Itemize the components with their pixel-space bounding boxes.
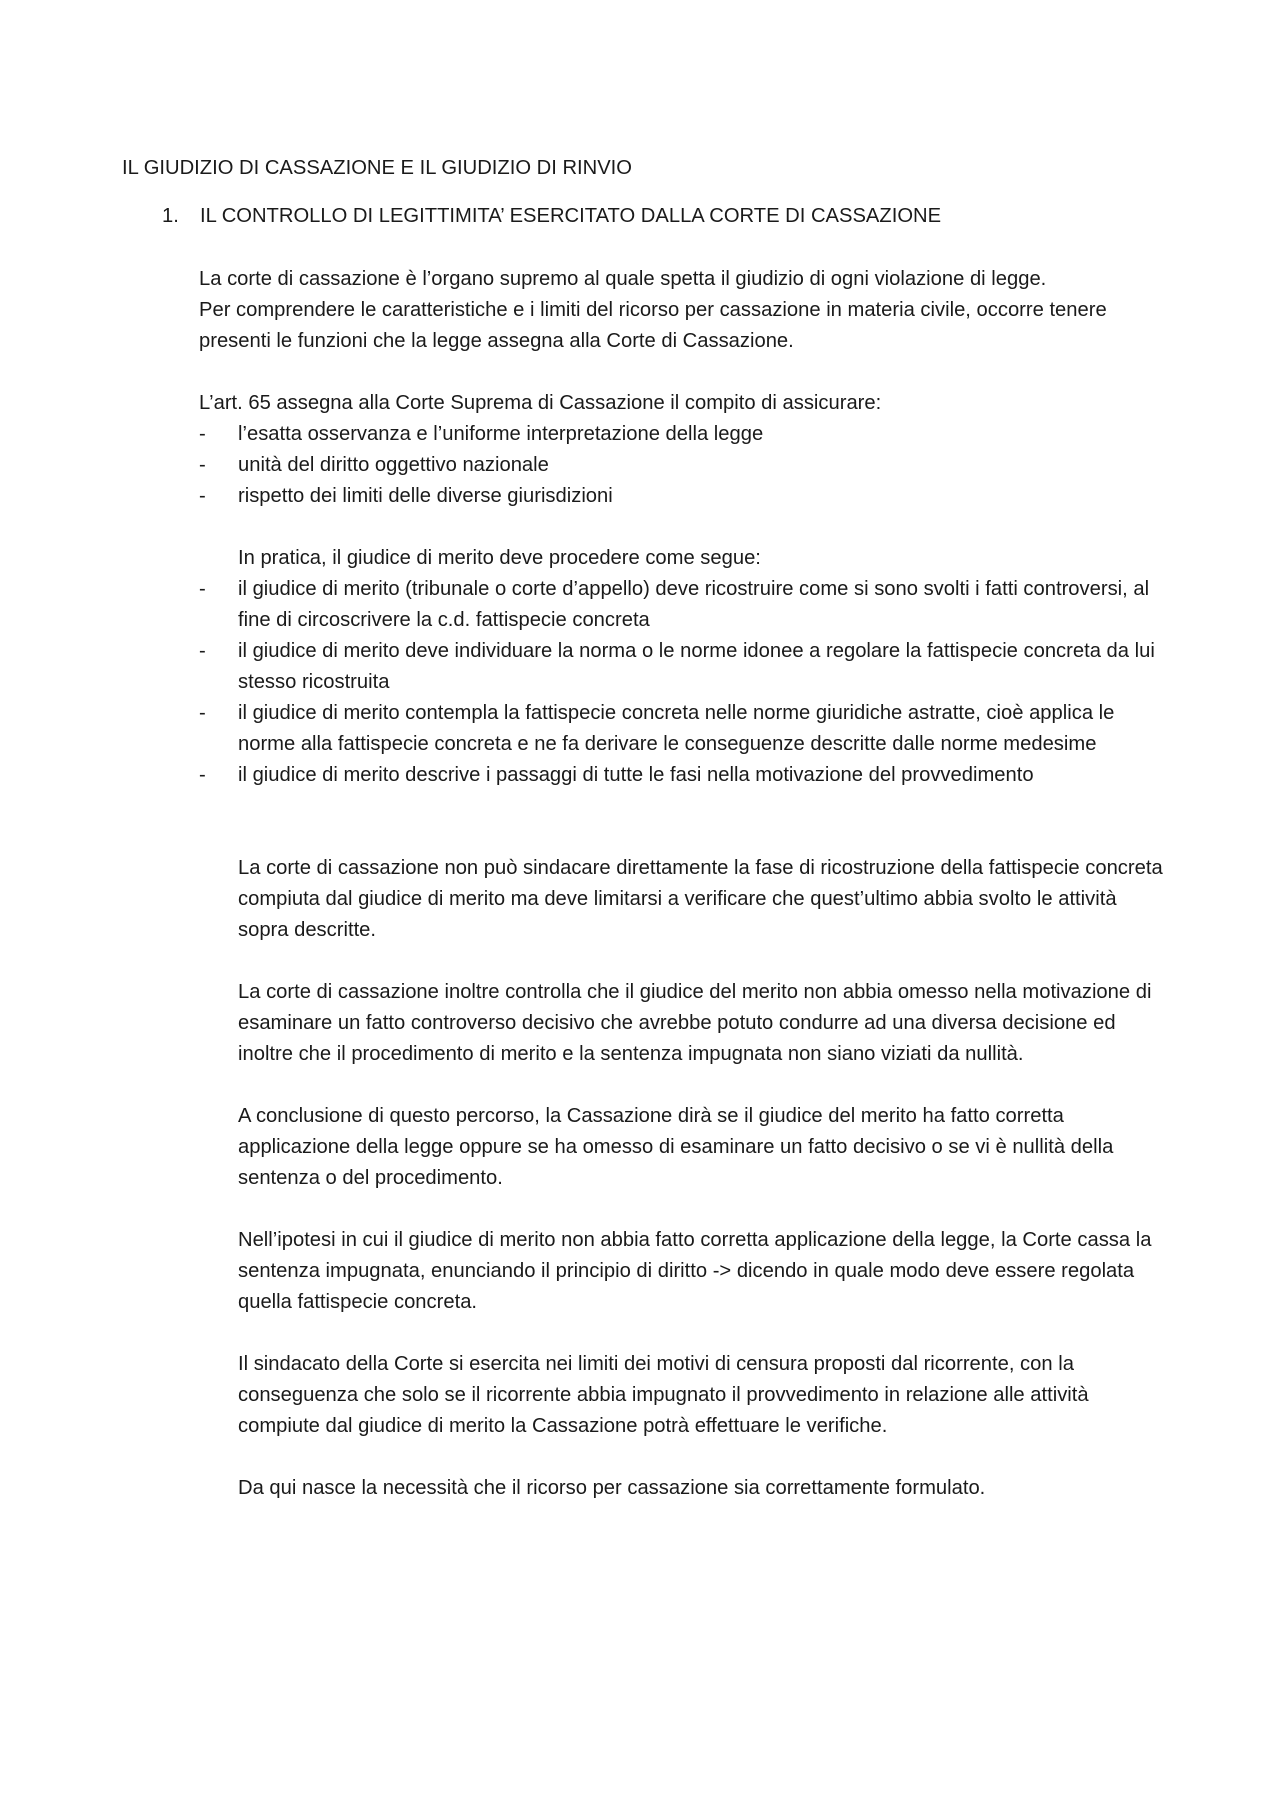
pratica-list bbox=[199, 574, 1171, 791]
section-number: 1. bbox=[162, 205, 179, 227]
list-item bbox=[199, 760, 1171, 791]
intro-line: La corte di cassazione è l’organo supremo al quale spetta il giudizio di ogni violazione di legge. bbox=[199, 268, 1047, 290]
body-paragraph: La corte di cassazione inoltre controlla che il giudice del merito non abbia omesso nella motivazione di esaminare un fatto controverso decisivo che avrebbe potuto condurre ad una diversa decisione ed inoltre che il procedimento di merito e la sentenza impugnata non siano viziati da nullità. bbox=[238, 981, 1152, 1065]
body-paragraph: Il sindacato della Corte si esercita nei limiti dei motivi di censura proposti dal ricorrente, con la conseguenza che solo se il ricorrente abbia impugnato il provvedimento in relazione alle attività compiute dal giudice di merito la Cassazione potrà effettuare le verifiche. bbox=[238, 1353, 1089, 1437]
list-item-text: l’esatta osservanza e l’uniforme interpretazione della legge bbox=[238, 423, 764, 445]
body-paragraph: Da qui nasce la necessità che il ricorso per cassazione sia correttamente formulato. bbox=[238, 1477, 986, 1499]
list-item-text: il giudice di merito (tribunale o corte d’appello) deve ricostruire come si sono svolti i fatti controversi, al fine di circoscrivere la c.d. fattispecie concreta bbox=[238, 578, 1150, 631]
list-item-text: rispetto dei limiti delle diverse giurisdizioni bbox=[238, 485, 613, 507]
section-heading bbox=[162, 201, 1172, 232]
dash-marker: - bbox=[199, 764, 206, 786]
body-paragraph: A conclusione di questo percorso, la Cassazione dirà se il giudice del merito ha fatto corretta applicazione della legge oppure se ha omesso di esaminare un fatto decisivo o se vi è nullità della sentenza o del procedimento. bbox=[238, 1105, 1114, 1189]
intro-paragraph bbox=[199, 264, 1159, 357]
list-item bbox=[199, 698, 1171, 760]
list-item bbox=[199, 636, 1171, 698]
dash-marker: - bbox=[199, 702, 206, 724]
art65-list bbox=[199, 419, 1159, 512]
pratica-intro: In pratica, il giudice di merito deve procedere come segue: bbox=[238, 547, 761, 569]
list-item-text: unità del diritto oggettivo nazionale bbox=[238, 454, 549, 476]
dash-marker: - bbox=[199, 640, 206, 662]
document-title: IL GIUDIZIO DI CASSAZIONE E IL GIUDIZIO DI RINVIO bbox=[122, 157, 632, 179]
body-paragraph: Nell’ipotesi in cui il giudice di merito non abbia fatto corretta applicazione della legge, la Corte cassa la sentenza impugnata, enunciando il principio di diritto -> dicendo in quale modo deve essere regolata quella fattispecie concreta. bbox=[238, 1229, 1152, 1313]
dash-marker: - bbox=[199, 485, 206, 507]
body-paragraph: La corte di cassazione non può sindacare direttamente la fase di ricostruzione della fattispecie concreta compiuta dal giudice di merito ma deve limitarsi a verificare che quest’ultimo abbia svolto le attività sopra descritte. bbox=[238, 857, 1163, 941]
list-item bbox=[199, 450, 1159, 481]
list-item-text: il giudice di merito descrive i passaggi di tutte le fasi nella motivazione del provvedimento bbox=[238, 764, 1034, 786]
dash-marker: - bbox=[199, 423, 206, 445]
dash-marker: - bbox=[199, 578, 206, 600]
section-heading-text: IL CONTROLLO DI LEGITTIMITA’ ESERCITATO DALLA CORTE DI CASSAZIONE bbox=[200, 205, 942, 227]
list-item-text: il giudice di merito contempla la fattispecie concreta nelle norme giuridiche astratte, cioè applica le norme alla fattispecie concreta e ne fa derivare le conseguenze descritte dalle norme medesime bbox=[238, 702, 1115, 755]
art65-intro: L’art. 65 assegna alla Corte Suprema di Cassazione il compito di assicurare: bbox=[199, 392, 882, 414]
list-item bbox=[199, 481, 1159, 512]
list-item bbox=[199, 419, 1159, 450]
list-item bbox=[199, 574, 1171, 636]
intro-line: Per comprendere le caratteristiche e i limiti del ricorso per cassazione in materia civile, occorre tenere presenti le funzioni che la legge assegna alla Corte di Cassazione. bbox=[199, 299, 1107, 352]
dash-marker: - bbox=[199, 454, 206, 476]
body-paragraphs bbox=[238, 853, 1168, 1535]
list-item-text: il giudice di merito deve individuare la norma o le norme idonee a regolare la fattispecie concreta da lui stesso ricostruita bbox=[238, 640, 1155, 693]
